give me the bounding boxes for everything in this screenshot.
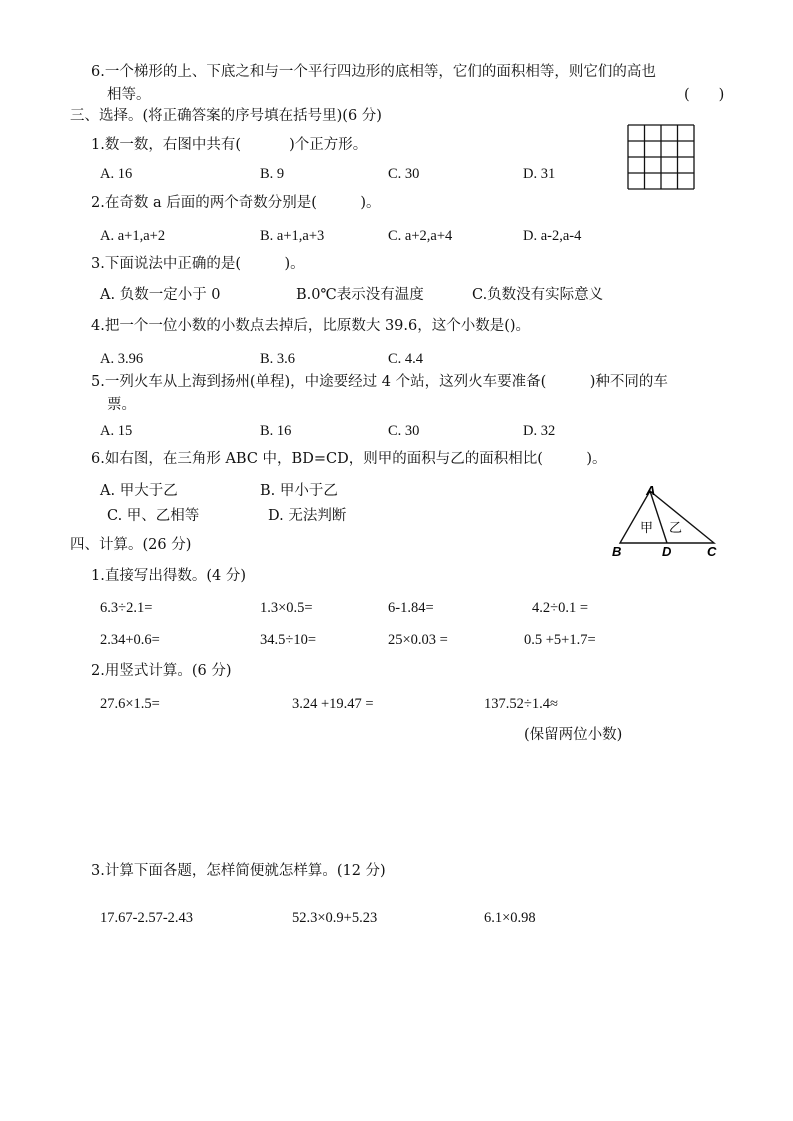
choice-q2-option-b: B. a+1,a+3 [260, 228, 325, 244]
choice-q2-option-d: D. a-2,a-4 [523, 228, 582, 244]
choice-q5-stem-line1: 5.一列火车从上海到扬州(单程)，中途要经过 4 个站，这列火车要准备( )种不同的车 [91, 374, 668, 390]
vertical-calc-title: 2.用竖式计算。(6 分) [91, 663, 232, 679]
direct-calc-title: 1.直接写出得数。(4 分) [91, 568, 246, 584]
choice-q6-option-b: B. 甲小于乙 [260, 483, 338, 499]
choice-q6-stem: 6.如右图，在三角形 ABC 中，BD=CD，则甲的面积与乙的面积相比( )。 [91, 451, 607, 467]
judge-q6-line2: 相等。 [107, 87, 151, 103]
simplify-calc-1: 17.67-2.57-2.43 [100, 910, 194, 926]
vertical-calc-note: (保留两位小数) [524, 727, 623, 743]
vertical-calc-1: 27.6×1.5= [100, 696, 160, 712]
direct-calc-1: 6.3÷2.1= [100, 600, 153, 616]
choice-q4-option-b: B. 3.6 [260, 351, 296, 367]
vertex-label-a: A [646, 483, 656, 498]
choice-q5-option-a: A. 15 [100, 423, 133, 439]
section3-heading: 三、选择。(将正确答案的序号填在括号里)(6 分) [70, 108, 382, 124]
choice-q3-stem: 3.下面说法中正确的是( )。 [91, 256, 305, 272]
choice-q6-option-d: D. 无法判断 [268, 508, 347, 524]
square-grid-figure [626, 123, 696, 191]
region-label-yi: 乙 [669, 521, 683, 536]
direct-calc-4: 4.2÷0.1 = [532, 600, 589, 616]
triangle-abc [620, 491, 714, 543]
simplify-calc-2: 52.3×0.9+5.23 [292, 910, 378, 926]
choice-q1-option-a: A. 16 [100, 166, 133, 182]
region-label-jia: 甲 [640, 521, 654, 536]
choice-q1-stem: 1.数一数，右图中共有( )个正方形。 [91, 137, 368, 153]
choice-q3-option-b: B.0℃表示没有温度 [296, 287, 424, 303]
direct-calc-2: 1.3×0.5= [260, 600, 313, 616]
choice-q1-option-b: B. 9 [260, 166, 285, 182]
choice-q4-option-a: A. 3.96 [100, 351, 144, 367]
choice-q3-option-a: A. 负数一定小于 0 [100, 287, 221, 303]
vertex-label-c: C [707, 544, 717, 559]
direct-calc-3: 6-1.84= [388, 600, 434, 616]
simplify-calc-title: 3.计算下面各题，怎样简便就怎样算。(12 分) [91, 863, 386, 879]
direct-calc-5: 2.34+0.6= [100, 632, 160, 648]
vertical-calc-3: 137.52÷1.4≈ [484, 696, 558, 712]
vertex-label-d: D [662, 544, 672, 559]
section4-heading: 四、计算。(26 分) [70, 537, 192, 553]
simplify-calc-3: 6.1×0.98 [484, 910, 536, 926]
choice-q1-option-d: D. 31 [523, 166, 556, 182]
choice-q1-option-c: C. 30 [388, 166, 420, 182]
choice-q2-stem: 2.在奇数 a 后面的两个奇数分别是( )。 [91, 195, 381, 211]
choice-q5-option-d: D. 32 [523, 423, 556, 439]
choice-q4-stem: 4.把一个一位小数的小数点去掉后，比原数大 39.6，这个小数是()。 [91, 318, 531, 334]
choice-q2-option-c: C. a+2,a+4 [388, 228, 453, 244]
choice-q6-option-a: A. 甲大于乙 [100, 483, 178, 499]
choice-q5-stem-line2: 票。 [107, 397, 136, 413]
judge-q6-answer-paren: ( ) [684, 87, 725, 103]
choice-q2-option-a: A. a+1,a+2 [100, 228, 166, 244]
choice-q3-option-c: C.负数没有实际意义 [472, 287, 604, 303]
choice-q4-option-c: C. 4.4 [388, 351, 424, 367]
direct-calc-6: 34.5÷10= [260, 632, 317, 648]
judge-q6-line1: 6.一个梯形的上、下底之和与一个平行四边形的底相等，它们的面积相等，则它们的高也 [91, 64, 656, 80]
triangle-abc-figure [610, 480, 725, 562]
direct-calc-7: 25×0.03 = [388, 632, 448, 648]
direct-calc-8: 0.5 +5+1.7= [524, 632, 596, 648]
vertex-label-b: B [612, 544, 622, 559]
choice-q5-option-b: B. 16 [260, 423, 292, 439]
choice-q5-option-c: C. 30 [388, 423, 420, 439]
vertical-calc-2: 3.24 +19.47 = [292, 696, 374, 712]
choice-q6-option-c: C. 甲、乙相等 [107, 508, 200, 524]
